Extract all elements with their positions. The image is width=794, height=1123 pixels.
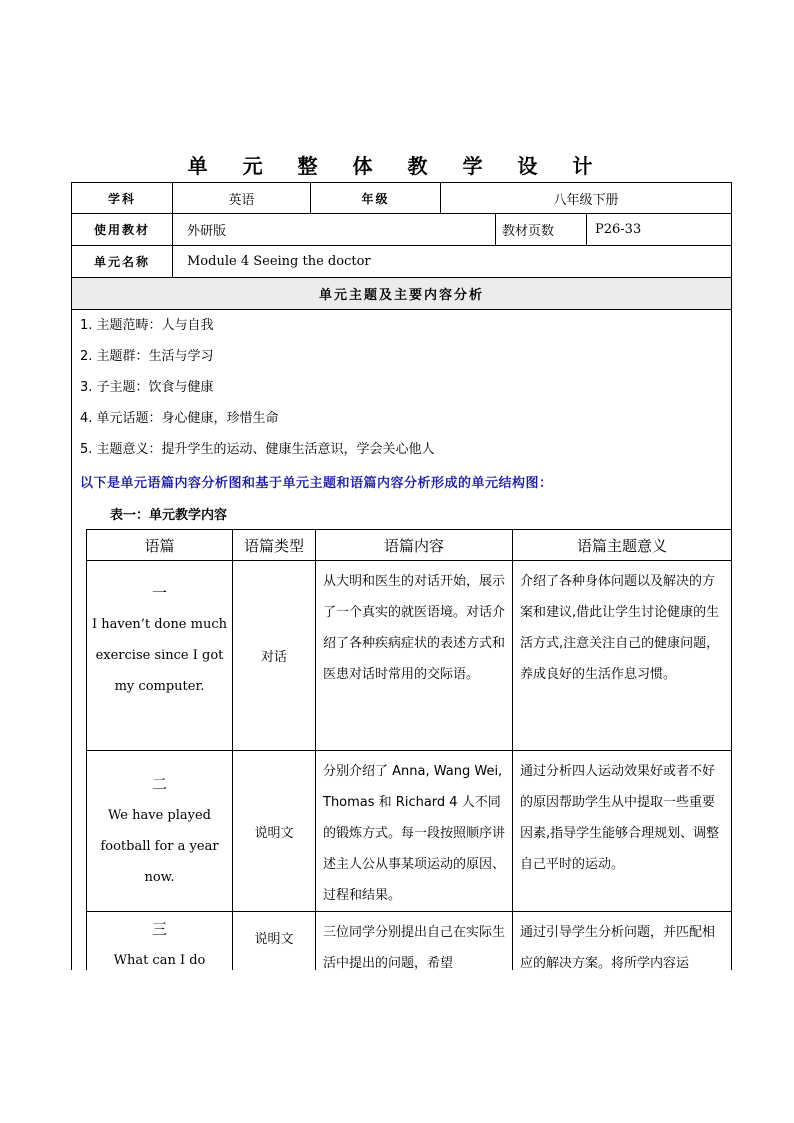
theme-item: 1. 主题范畴：人与自我 — [80, 318, 214, 333]
info-table — [71, 182, 732, 310]
table-row — [87, 561, 732, 751]
section-heading: 单元主题及主要内容分析 — [72, 278, 732, 310]
analysis-note: 以下是单元语篇内容分析图和基于单元主题和语篇内容分析形成的单元结构图： — [80, 476, 553, 491]
meaning-cell: 介绍了各种身体问题以及解决的方案和建议,借此让学生讨论健康的生活方式,注意关注自己的健康问题，养成良好的生活作息习惯。 — [513, 561, 732, 751]
table-row — [87, 912, 732, 971]
text-number: 二 — [151, 775, 167, 793]
text-title-line: my computer. — [114, 679, 205, 694]
info-row-textbook — [72, 214, 732, 246]
page-title: 单 元 整 体 教 学 设 计 — [187, 154, 607, 178]
type-cell: 对话 — [233, 561, 316, 751]
unit-label: 单元名称 — [72, 246, 173, 278]
text-title-line: now. — [144, 870, 175, 885]
text-title-line: We have played — [107, 808, 211, 823]
grade-value: 八年级下册 — [441, 183, 732, 214]
grade-label: 年级 — [311, 183, 441, 214]
text-number: 一 — [151, 584, 167, 602]
theme-item: 5. 主题意义：提升学生的运动、健康生活意识，学会关心他人 — [80, 442, 435, 457]
type-cell: 说明文 — [233, 912, 316, 971]
meaning-cell: 通过引导学生分析问题，并匹配相应的解决方案。将所学内容运 — [513, 912, 732, 971]
theme-item: 4. 单元话题：身心健康，珍惜生命 — [80, 411, 279, 426]
content-table-viewport — [86, 529, 731, 970]
subject-label: 学科 — [72, 183, 173, 214]
text-number: 三 — [151, 920, 167, 938]
content-table — [86, 529, 731, 970]
table-row — [87, 751, 732, 912]
textbook-label: 使用教材 — [72, 214, 173, 246]
theme-list — [80, 318, 435, 473]
text-title-line: exercise since I got — [95, 648, 224, 663]
header-text: 语篇 — [87, 530, 233, 561]
info-row-unit — [72, 246, 732, 278]
content-cell: 分别介绍了 Anna, Wang Wei, Thomas 和 Richard 4 人不同的锻炼方式。每一段按照顺序讲述主人公从事某项运动的原因、过程和结果。 — [316, 751, 513, 912]
content-cell: 三位同学分别提出自己在实际生活中提出的问题，希望 — [316, 912, 513, 971]
text-title-line: What can I do — [113, 953, 206, 968]
header-content: 语篇内容 — [316, 530, 513, 561]
theme-item: 2. 主题群：生活与学习 — [80, 349, 214, 364]
content-header-row — [87, 530, 732, 561]
text-cell — [87, 912, 233, 971]
info-row-section — [72, 278, 732, 310]
text-title-line: football for a year — [100, 839, 219, 854]
meaning-cell: 通过分析四人运动效果好或者不好的原因帮助学生从中提取一些重要因素,指导学生能够合理规划、调整自己平时的运动。 — [513, 751, 732, 912]
textbook-value: 外研版 — [173, 214, 496, 246]
type-cell: 说明文 — [233, 751, 316, 912]
subject-value: 英语 — [173, 183, 311, 214]
text-cell — [87, 561, 233, 751]
pages-value: P26-33 — [587, 214, 732, 246]
pages-label: 教材页数 — [496, 214, 587, 246]
content-cell: 从大明和医生的对话开始，展示了一个真实的就医语境。对话介绍了各种疾病症状的表述方式和医患对话时常用的交际语。 — [316, 561, 513, 751]
unit-value: Module 4 Seeing the doctor — [173, 246, 732, 278]
text-cell — [87, 751, 233, 912]
text-title-line: I haven’t done much — [92, 617, 227, 632]
table-caption: 表一：单元教学内容 — [110, 508, 228, 523]
info-row-subject — [72, 183, 732, 214]
header-meaning: 语篇主题意义 — [513, 530, 732, 561]
theme-item: 3. 子主题：饮食与健康 — [80, 380, 214, 395]
header-type: 语篇类型 — [233, 530, 316, 561]
